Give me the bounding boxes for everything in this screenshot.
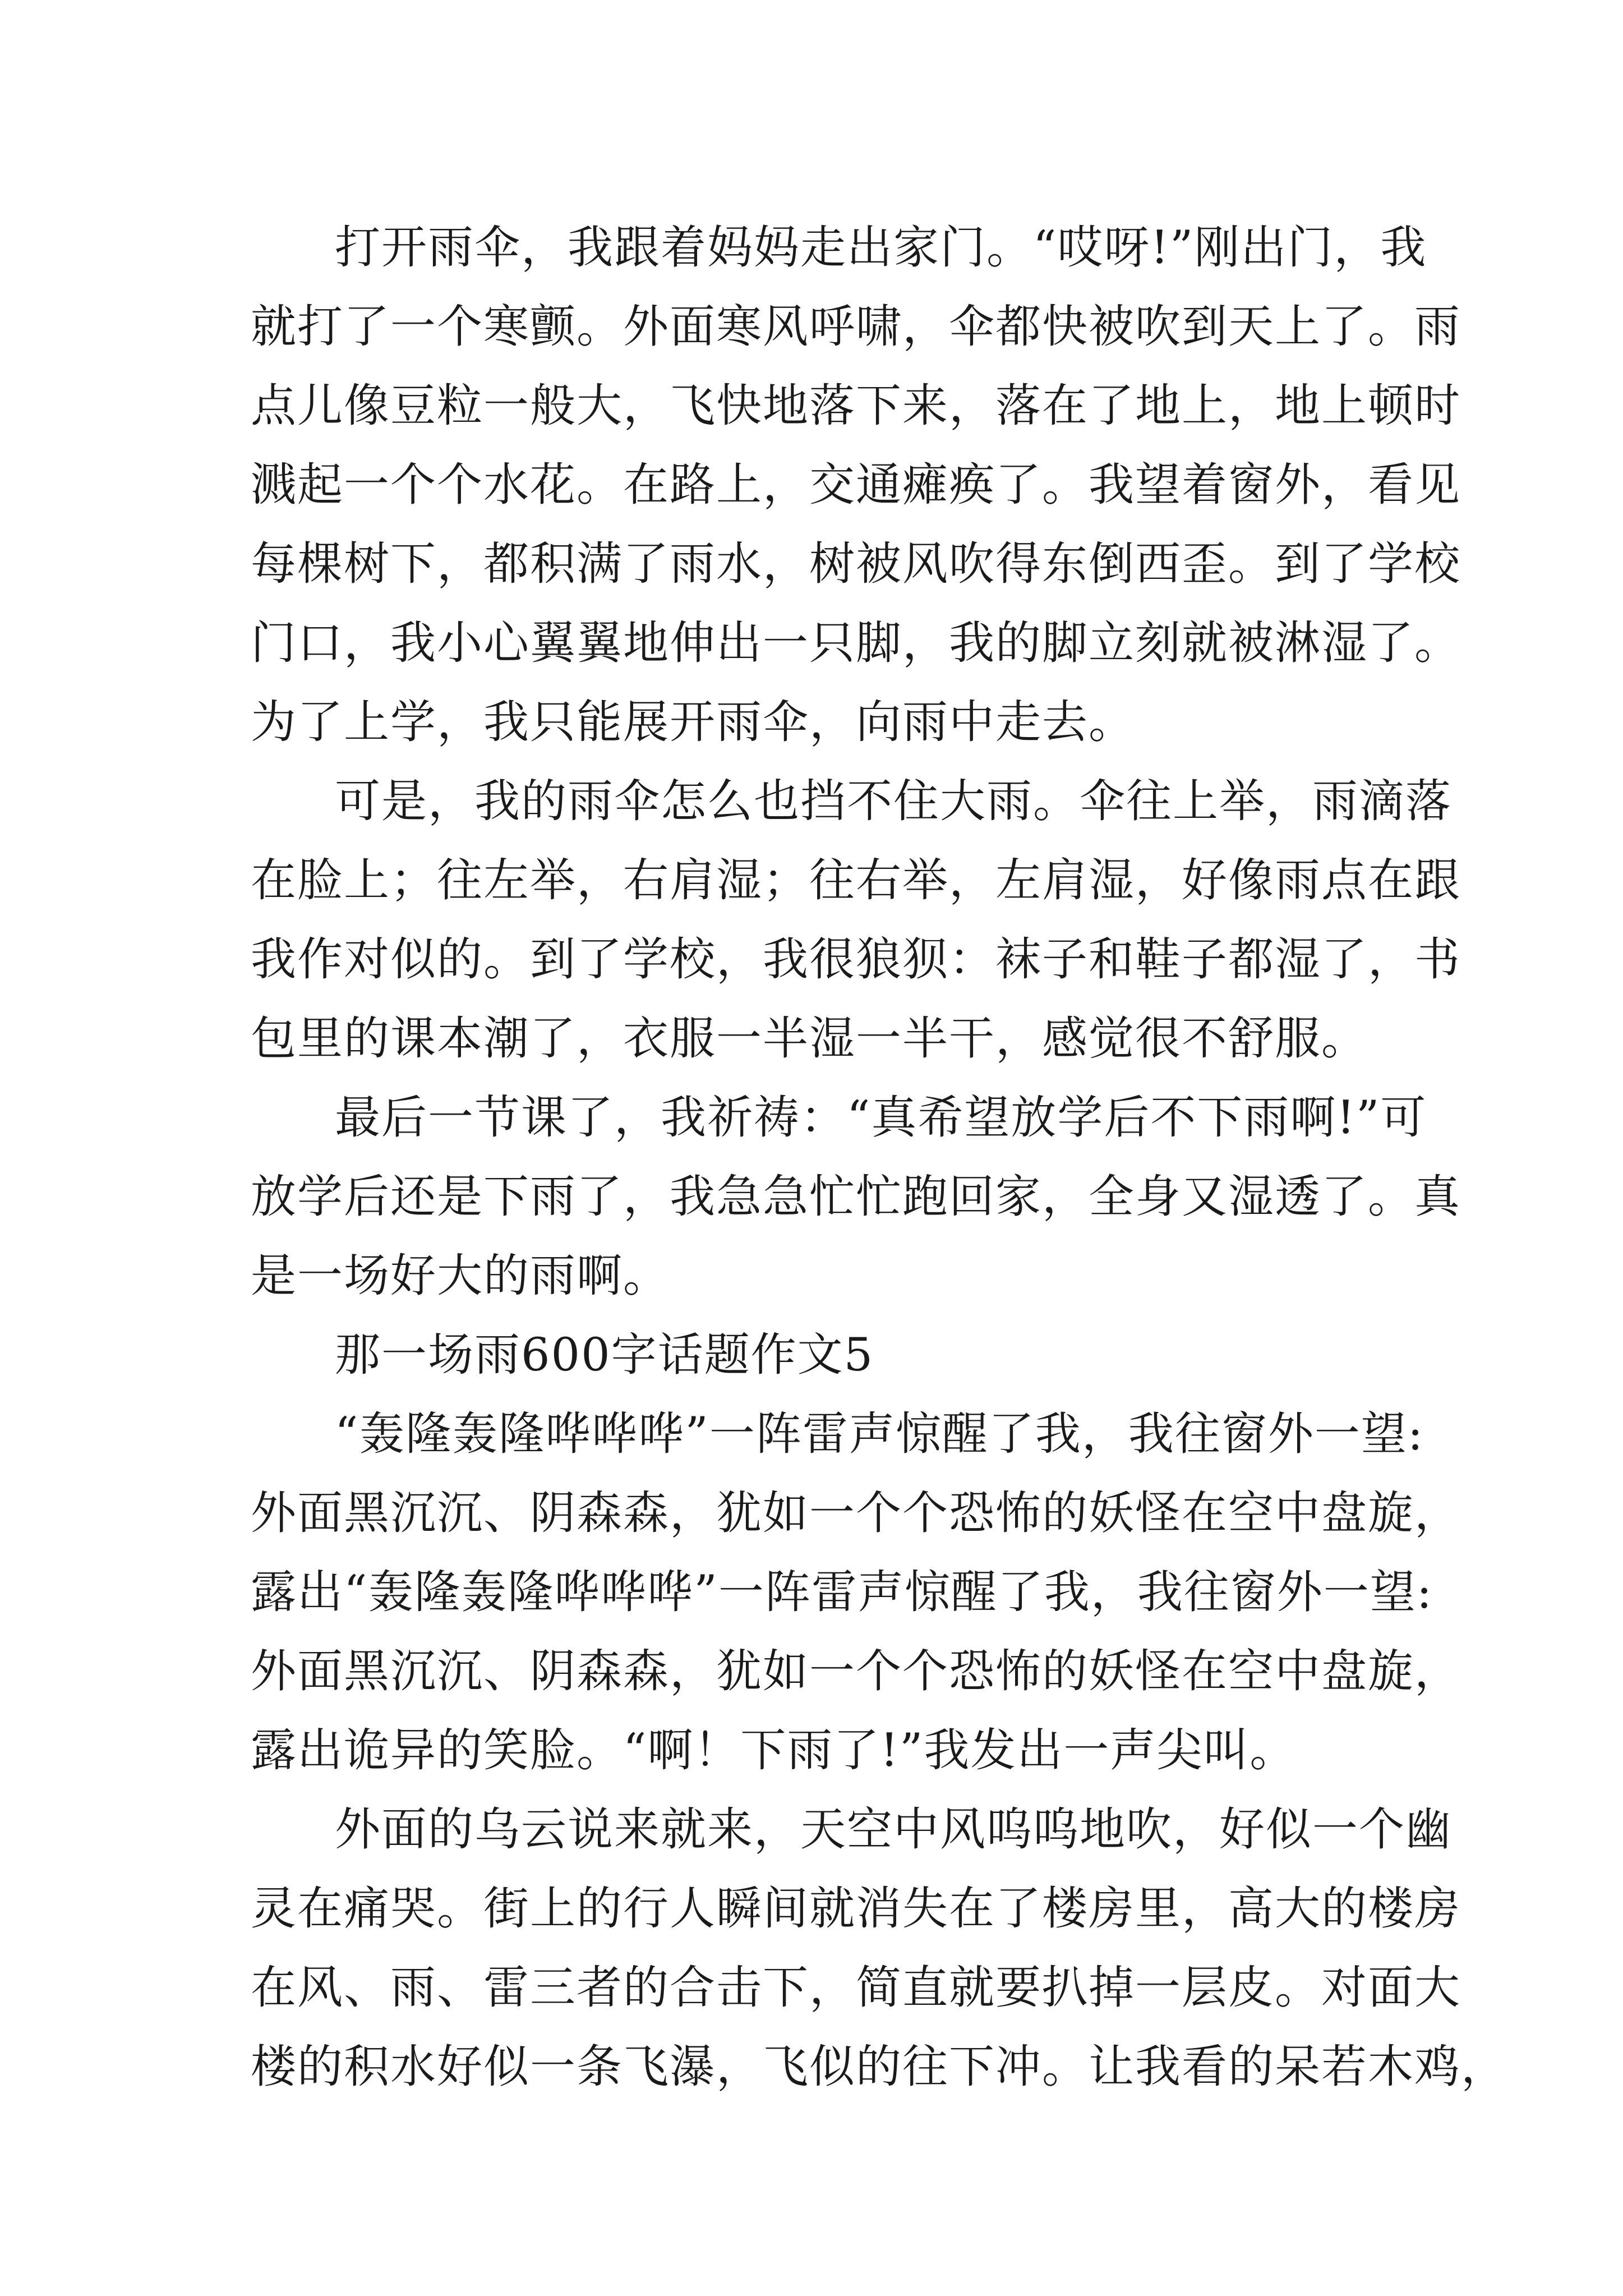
text-line: 在风、雨、雷三者的合击下，简直就要扒掉一层皮。对面大: [251, 1962, 1461, 2014]
text-line: 在脸上；往左举，右肩湿；往右举，左肩湿，好像雨点在跟: [251, 854, 1461, 907]
text-line: 放学后还是下雨了，我急急忙忙跑回家，全身又湿透了。真: [251, 1171, 1461, 1223]
text-line: 外面黑沉沉、阴森森，犹如一个个恐怖的妖怪在空中盘旋，: [251, 1645, 1461, 1698]
text-line: 外面的乌云说来就来，天空中风呜呜地吹，好似一个幽: [335, 1803, 1453, 1856]
text-line: 是一场好大的雨啊。: [251, 1250, 670, 1303]
text-line: 就打了一个寒颤。外面寒风呼啸，伞都快被吹到天上了。雨: [251, 301, 1461, 353]
text-line: 最后一节课了，我祈祷：“真希望放学后不下雨啊!”可: [335, 1092, 1427, 1144]
text-line: 门口，我小心翼翼地伸出一只脚，我的脚立刻就被淋湿了。: [251, 617, 1461, 670]
text-line: 为了上学，我只能展开雨伞，向雨中走去。: [251, 696, 1136, 749]
text-line: “轰隆轰隆哗哗哗”一阵雷声惊醒了我，我往窗外一望:: [335, 1408, 1424, 1461]
text-line: 每棵树下，都积满了雨水，树被风吹得东倒西歪。到了学校: [251, 538, 1461, 591]
text-line: 外面黑沉沉、阴森森，犹如一个个恐怖的妖怪在空中盘旋，: [251, 1487, 1461, 1540]
text-line: 露出诡异的笑脸。“啊！下雨了!”我发出一声尖叫。: [251, 1724, 1297, 1777]
text-line: 灵在痛哭。街上的行人瞬间就消失在了楼房里，高大的楼房: [251, 1883, 1461, 1935]
text-line: 楼的积水好似一条飞瀑，飞似的往下冲。让我看的呆若木鸡，: [251, 2041, 1508, 2093]
text-line: 包里的课本潮了，衣服一半湿一半干，感觉很不舒服。: [251, 1013, 1368, 1065]
section-heading: 那一场雨600字话题作文5: [335, 1329, 874, 1382]
text-line: 点儿像豆粒一般大，飞快地落下来，落在了地上，地上顿时: [251, 380, 1461, 432]
text-line: 露出“轰隆轰隆哗哗哗”一阵雷声惊醒了我，我往窗外一望:: [251, 1566, 1433, 1619]
text-line: 打开雨伞，我跟着妈妈走出家门。“哎呀!”刚出门，我: [335, 222, 1427, 274]
essay-text: [251, 209, 1508, 2107]
text-line: 我作对似的。到了学校，我很狼狈：袜子和鞋子都湿了，书: [251, 933, 1461, 986]
text-line: 溅起一个个水花。在路上，交通瘫痪了。我望着窗外，看见: [251, 459, 1461, 512]
text-line: 可是，我的雨伞怎么也挡不住大雨。伞往上举，雨滴落: [335, 775, 1453, 828]
